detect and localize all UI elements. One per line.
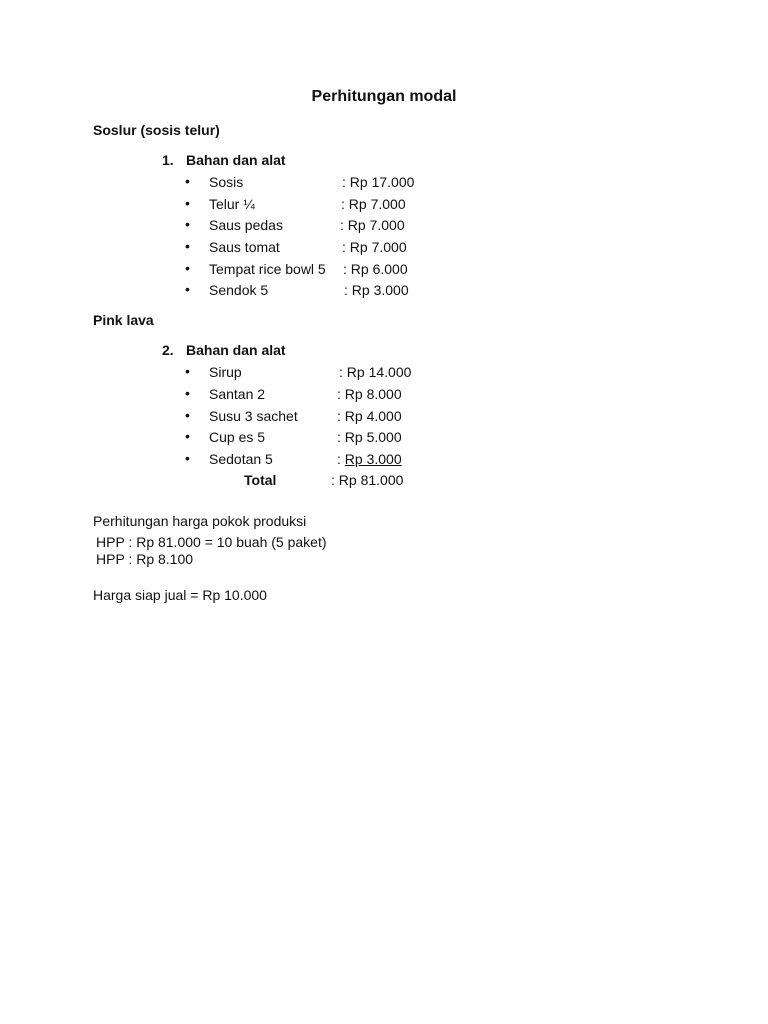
- list-number: 1.: [162, 152, 174, 168]
- hpp-heading: Perhitungan harga pokok produksi: [93, 513, 307, 529]
- item-price: : Rp 7.000: [340, 217, 405, 233]
- item-name: Sosis: [209, 174, 244, 190]
- item-name: Sendok 5: [209, 282, 269, 298]
- total-value: : Rp 81.000: [331, 472, 404, 488]
- item-price: : Rp 5.000: [337, 429, 402, 445]
- total-label: Total: [244, 472, 277, 488]
- item-name: Telur ¼: [209, 196, 255, 212]
- bullet-icon: •: [185, 363, 190, 379]
- item-price: : Rp 6.000: [343, 261, 408, 277]
- list-number: 2.: [162, 342, 174, 358]
- bullet-icon: •: [185, 450, 190, 466]
- item-name: Sirup: [209, 364, 242, 380]
- bullet-icon: •: [185, 407, 190, 423]
- item-name: Saus tomat: [209, 239, 280, 255]
- item-name: Sedotan 5: [209, 451, 273, 467]
- item-price-colon: :: [337, 451, 341, 467]
- item-name: Cup es 5: [209, 429, 266, 445]
- item-price: : Rp 4.000: [337, 408, 402, 424]
- item-price: [337, 451, 402, 467]
- section-title-soslur: Soslur (sosis telur): [93, 122, 220, 138]
- bullet-icon: •: [185, 428, 190, 444]
- item-name: Susu 3 sachet: [209, 408, 298, 424]
- item-name: Tempat rice bowl 5: [209, 261, 326, 277]
- bullet-icon: •: [185, 173, 190, 189]
- item-name: Saus pedas: [209, 217, 283, 233]
- hpp-line-2: HPP : Rp 8.100: [96, 551, 194, 567]
- item-price: : Rp 8.000: [337, 386, 402, 402]
- bullet-icon: •: [185, 385, 190, 401]
- item-price: : Rp 7.000: [342, 239, 407, 255]
- item-price: : Rp 7.000: [341, 196, 406, 212]
- selling-price: Harga siap jual = Rp 10.000: [93, 587, 267, 603]
- list-heading: Bahan dan alat: [186, 342, 286, 358]
- bullet-icon: •: [185, 216, 190, 232]
- bullet-icon: •: [185, 238, 190, 254]
- hpp-line-1: HPP : Rp 81.000 = 10 buah (5 paket): [96, 534, 327, 550]
- bullet-icon: •: [185, 260, 190, 276]
- item-price: : Rp 17.000: [342, 174, 415, 190]
- item-price-value: Rp 3.000: [344, 451, 402, 467]
- item-price: : Rp 3.000: [344, 282, 409, 298]
- item-price: : Rp 14.000: [339, 364, 412, 380]
- page-title: Perhitungan modal: [311, 88, 457, 105]
- bullet-icon: •: [185, 195, 190, 211]
- list-heading: Bahan dan alat: [186, 152, 286, 168]
- bullet-icon: •: [185, 281, 190, 297]
- item-name: Santan 2: [209, 386, 266, 402]
- section-title-pink-lava: Pink lava: [93, 312, 154, 328]
